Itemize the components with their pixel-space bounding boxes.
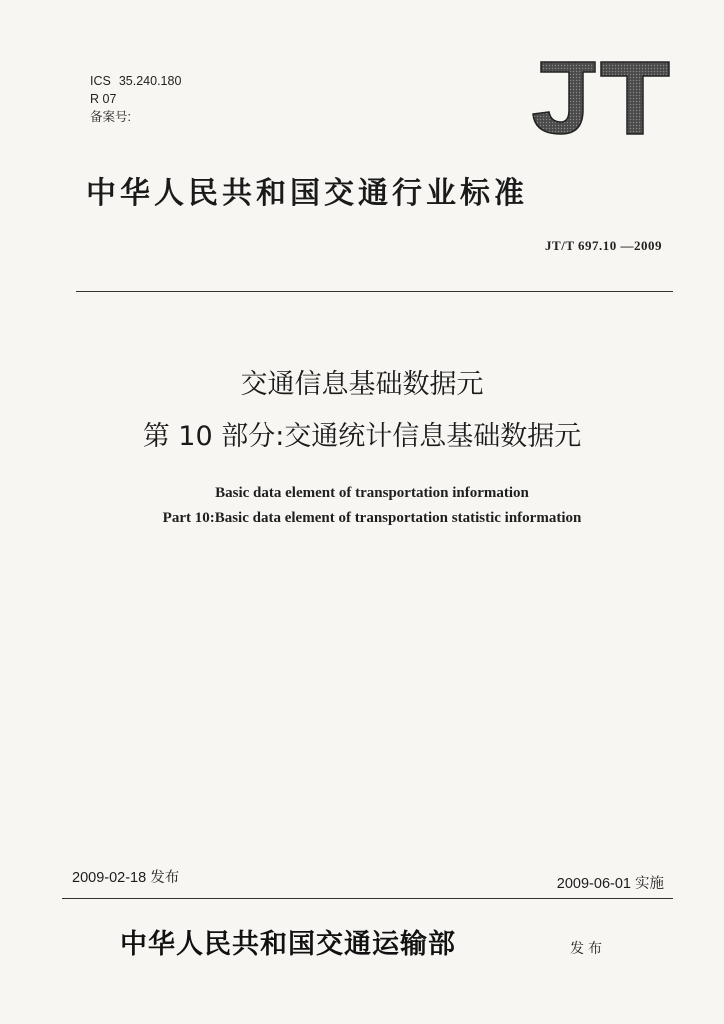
record-number-label: 备案号: — [90, 110, 131, 124]
title-english-part: Part 10:Basic data element of transportation statistic information — [162, 510, 582, 526]
ics-code: 35.240.180 — [118, 74, 182, 88]
ccs-code: R 07 — [90, 92, 117, 106]
issuing-authority: 中华人民共和国交通运输部 — [120, 929, 456, 960]
standard-number: JT/T 697.10 —2009 — [545, 238, 662, 253]
jt-logo-graphic — [527, 58, 673, 138]
publish-label: 发布 — [570, 941, 606, 957]
jt-logo — [527, 58, 673, 138]
issue-date: 2009-02-18 发布 — [72, 870, 180, 886]
title-chinese-main: 交通信息基础数据元 — [240, 369, 484, 400]
implementation-date: 2009-06-01 实施 — [556, 876, 664, 892]
title-english-main: Basic data element of transportation information — [215, 485, 529, 501]
bottom-divider — [62, 898, 673, 899]
title-chinese-part: 第 10 部分:交通统计信息基础数据元 — [142, 421, 582, 452]
top-divider — [76, 291, 673, 292]
classification-block — [90, 72, 181, 126]
standard-category-title: 中华人民共和国交通行业标准 — [86, 176, 528, 211]
ics-label: ICS — [90, 74, 111, 88]
ics-row — [90, 72, 181, 90]
